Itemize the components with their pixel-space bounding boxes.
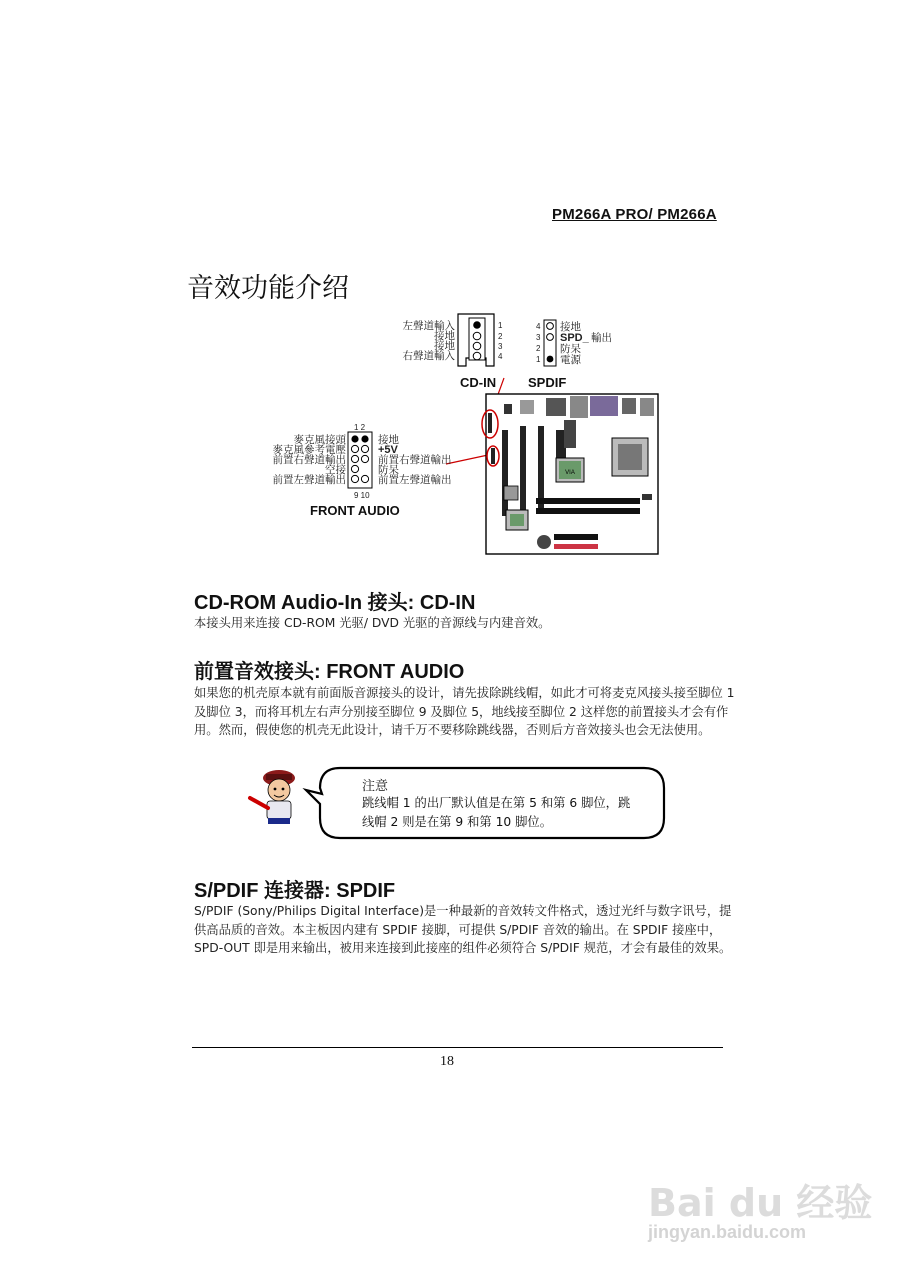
front-audio-heading: 前置音效接头: FRONT AUDIO [194, 661, 465, 683]
guard-mascot-icon [250, 770, 295, 824]
cdin-title: CD-IN [460, 375, 497, 390]
spdif-label-keyed: 防呆 [560, 343, 581, 355]
baidu-watermark-logo: Bai du 经验 [648, 1181, 873, 1225]
spdif-heading: S/PDIF 连接器: SPDIF [194, 880, 396, 902]
footer-divider [192, 1047, 723, 1048]
spdif-label-power: 電源 [560, 354, 581, 366]
spdif-label-output: 輸出 [591, 332, 612, 344]
cdrom-heading: CD-ROM Audio-In 接头: CD-IN [194, 592, 476, 614]
cdrom-text: 本接头用来连接 CD-ROM 光驱/ DVD 光驱的音源线与内建音效。 [194, 616, 551, 630]
front-top-pins: 1 2 [354, 423, 366, 432]
baidu-watermark-url: jingyan.baidu.com [648, 1222, 807, 1242]
spdif-connector [544, 320, 556, 366]
cdin-label-3: 接地 [434, 340, 455, 352]
cdin-pin-2: 2 [498, 332, 503, 341]
spdif-title: SPDIF [528, 375, 567, 390]
cdin-pin-4: 4 [498, 352, 503, 361]
cdin-pin-1: 1 [498, 321, 503, 330]
front-right-label-1: 接地 [378, 434, 399, 446]
section-title: 音效功能介绍 [187, 273, 349, 304]
note-line-2: 线帽 2 则是在第 9 和第 10 脚位。 [362, 815, 553, 829]
spdif-label-ground: 接地 [560, 321, 581, 333]
chipset-label: VIA [565, 470, 575, 476]
front-audio-text: 如果您的机壳原本就有前面版音源接头的设计，请先拔除跳线帽，如此才可将麦克风接头接至脚位 1 及脚位 3，而将耳机左右声分别接至脚位 9 及脚位 5，地线接至脚位 2 这样您的前置接头才会有作用。然而，假使您的机壳无此设计，请千万不要移除跳线器，否则后方音效接头也会无法使用。 [194, 686, 735, 737]
note-label: 注意 [362, 779, 389, 794]
front-left-label-4: 空接 [325, 464, 346, 476]
cdin-label-4: 右聲道輸入 [402, 350, 455, 362]
front-audio-pointer [446, 455, 488, 464]
front-right-label-2: +5V [378, 444, 398, 456]
spdif-pin-3: 3 [536, 333, 541, 342]
cdin-connector [458, 314, 494, 366]
front-audio-title: FRONT AUDIO [310, 503, 400, 518]
front-left-label-3: 前置右聲道輸出 [272, 454, 346, 466]
front-left-label-5: 前置左聲道輸出 [272, 474, 346, 486]
cdin-label-2: 接地 [434, 330, 455, 342]
spdif-pin-4: 4 [536, 322, 541, 331]
front-right-label-5: 前置左聲道輸出 [378, 474, 452, 486]
front-right-label-4: 防呆 [378, 464, 399, 476]
cdin-label-1: 左聲道輸入 [402, 320, 455, 332]
motherboard-illustration [482, 394, 658, 554]
front-left-label-1: 麥克風接頭 [293, 434, 346, 446]
front-right-label-3: 前置右聲道輸出 [378, 454, 452, 466]
spdif-label-spd: SPD_ [560, 332, 589, 344]
connector-diagram [250, 308, 670, 558]
front-left-label-2: 麥克風參考電壓 [272, 444, 346, 456]
front-bottom-pins: 9 10 [354, 491, 370, 500]
note-line-1: 跳线帽 1 的出厂默认值是在第 5 和第 6 脚位，跳 [362, 796, 631, 810]
spdif-pin-2: 2 [536, 344, 541, 353]
spdif-text: S/PDIF (Sony/Philips Digital Interface)是一种最新的音效转文件格式，透过光纤与数字讯号，提供高品质的音效。本主板因内建有 SPDIF 接脚，可提供 S/PDIF 音效的输出。在 SPDIF 接座中，SPD-OUT 即是用来输出，被用来连接到此接座的组件必须符合 S/PDIF 规范，才会有最佳的效果。 [194, 904, 732, 955]
model-header: PM266A PRO/ PM266A [552, 206, 717, 223]
spdif-pin-1: 1 [536, 355, 541, 364]
page-number: 18 [440, 1054, 454, 1069]
front-audio-header [348, 432, 372, 488]
cdin-pin-3: 3 [498, 342, 503, 351]
